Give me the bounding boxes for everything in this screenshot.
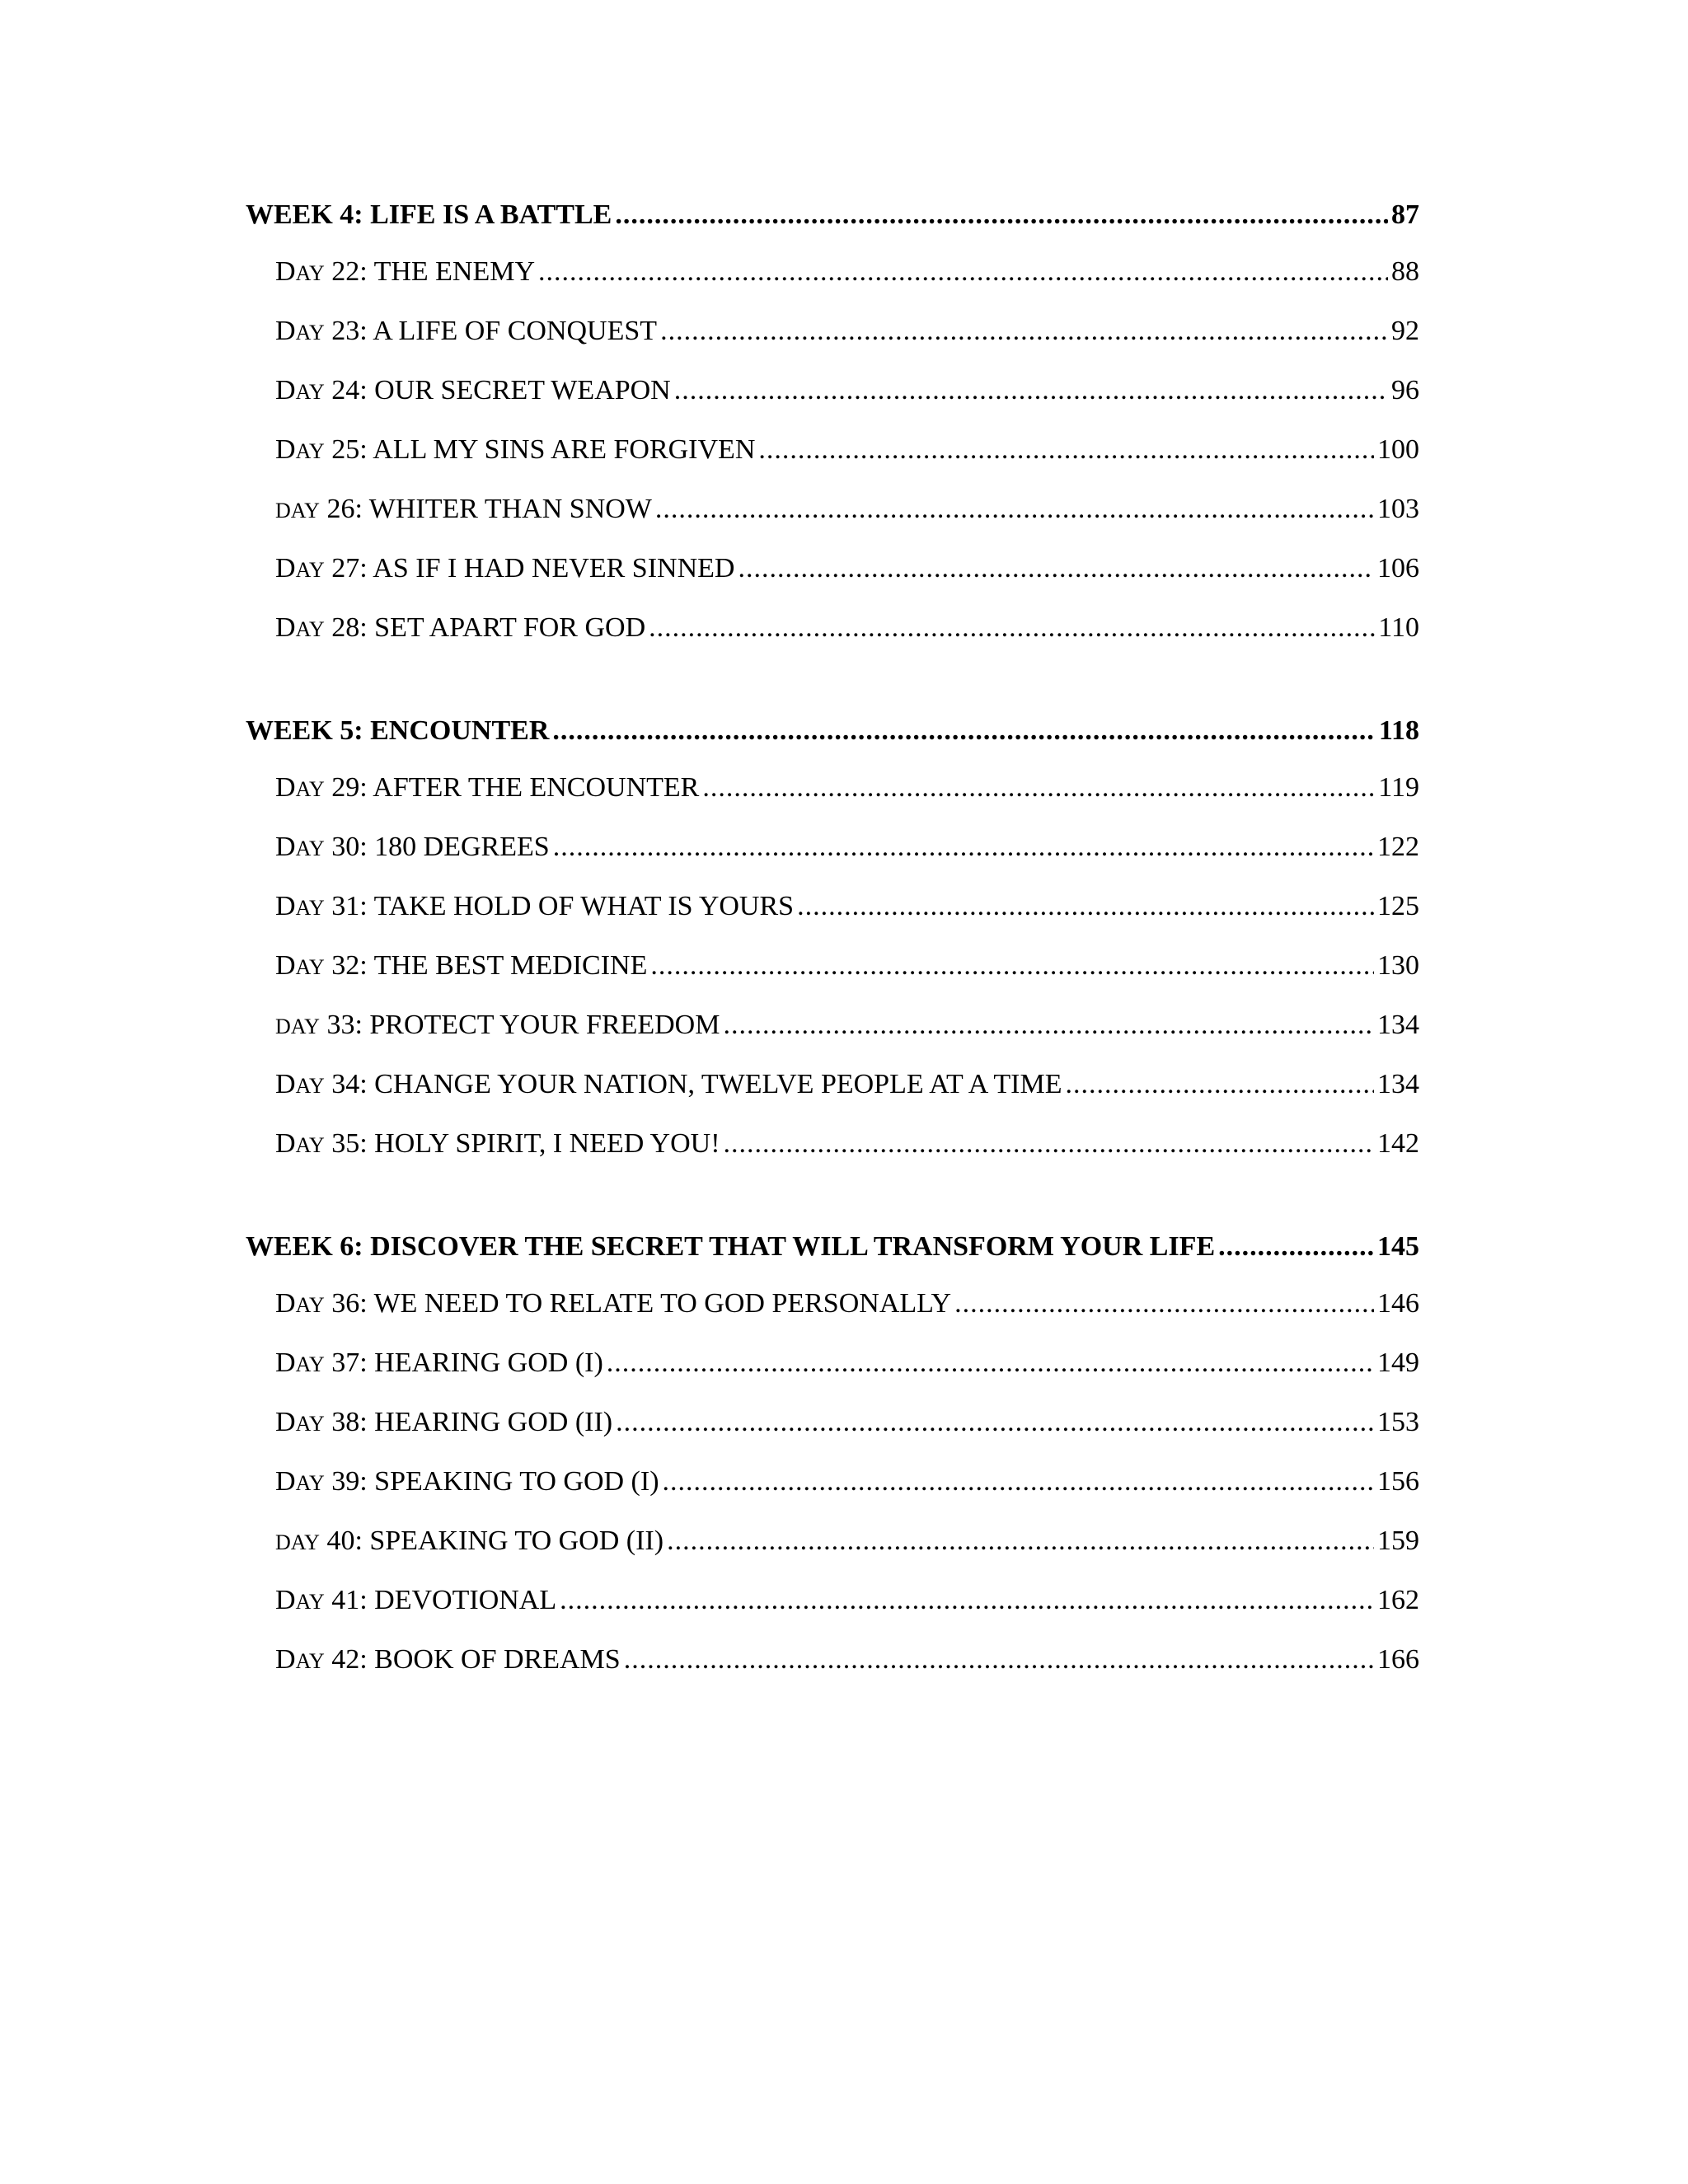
toc-entry (246, 420, 1419, 480)
toc-entry-page: 134 (1377, 1069, 1419, 1099)
toc-entry-text: 24: OUR SECRET WEAPON (324, 375, 671, 405)
toc-entry-text: 33: PROTECT YOUR FREEDOM (319, 1010, 720, 1040)
toc-entry-page: 149 (1377, 1347, 1419, 1378)
dot-leader (702, 758, 1375, 818)
toc-entry-title (275, 1511, 663, 1572)
day-prefix-small: AY (295, 558, 325, 582)
toc-section-week-6 (246, 1223, 1419, 1690)
toc-entry-title (275, 1393, 612, 1454)
toc-entry-title (275, 1055, 1062, 1116)
dot-leader (616, 1393, 1374, 1452)
toc-entry-page: 159 (1377, 1526, 1419, 1556)
day-prefix-cap: D (275, 1644, 296, 1675)
day-prefix-small: AY (295, 261, 325, 285)
toc-entry-page: 162 (1377, 1585, 1419, 1615)
toc-entry-text: 31: TAKE HOLD OF WHAT IS YOURS (324, 891, 795, 921)
day-prefix-cap: D (275, 612, 296, 643)
toc-entry (246, 1571, 1419, 1630)
dot-leader (560, 1571, 1374, 1630)
toc-entry-title (275, 242, 535, 303)
toc-entry-title (275, 480, 652, 541)
toc-entry-page: 96 (1391, 375, 1419, 405)
day-prefix-small: AY (295, 837, 325, 860)
day-prefix-small: AY (295, 1293, 325, 1317)
dot-leader (660, 302, 1388, 361)
day-prefix-small: DAY (275, 1015, 320, 1038)
day-prefix-cap: D (275, 1347, 296, 1378)
toc-entry-page: 130 (1377, 950, 1419, 981)
toc-heading (246, 191, 1419, 239)
toc-entry-text: 36: WE NEED TO RELATE TO GOD PERSONALLY (324, 1288, 952, 1319)
toc-entry (246, 242, 1419, 302)
day-prefix-small: AY (295, 955, 325, 979)
day-prefix-small: AY (295, 321, 325, 344)
toc-entry-title (275, 539, 734, 600)
toc-entry-title (275, 302, 657, 363)
day-prefix-small: AY (295, 1590, 325, 1614)
toc-entry (246, 539, 1419, 598)
toc-entry-text: 38: HEARING GOD (II) (324, 1407, 613, 1437)
toc-entry-page: 134 (1377, 1010, 1419, 1040)
day-prefix-cap: D (275, 553, 296, 583)
day-prefix-small: AY (295, 777, 325, 801)
toc-entry-text: 26: WHITER THAN SNOW (319, 494, 652, 524)
toc-entry-title (275, 1571, 556, 1632)
toc-entry (246, 1452, 1419, 1511)
toc-entry-text: 27: AS IF I HAD NEVER SINNED (324, 553, 735, 583)
toc-entry-title (275, 1630, 621, 1691)
day-prefix-small: AY (295, 896, 325, 920)
toc-entry-page: 153 (1377, 1407, 1419, 1437)
toc-entry-text: 39: SPEAKING TO GOD (I) (324, 1466, 659, 1497)
dot-leader (553, 818, 1374, 877)
toc-entry-text: 35: HOLY SPIRIT, I NEED YOU! (324, 1128, 720, 1159)
dot-leader (758, 420, 1374, 480)
day-prefix-cap: D (275, 256, 296, 287)
toc-entry-page: 142 (1377, 1128, 1419, 1159)
toc-entry-text: 41: DEVOTIONAL (324, 1585, 557, 1615)
toc-entry-title (275, 1333, 603, 1394)
toc-section-week-4 (246, 191, 1419, 658)
toc-entry-title (275, 420, 755, 481)
toc-entry (246, 1630, 1419, 1690)
dot-leader (650, 936, 1374, 996)
toc-entry-page: 119 (1378, 772, 1419, 803)
toc-heading (246, 707, 1419, 755)
toc-entry-title (275, 936, 647, 997)
toc-entry-page: 103 (1377, 494, 1419, 524)
table-of-contents (246, 191, 1419, 1739)
dot-leader (663, 1452, 1374, 1511)
day-prefix-cap: D (275, 772, 296, 803)
day-prefix-small: AY (295, 439, 325, 463)
day-prefix-small: AY (295, 1412, 325, 1436)
toc-entry-page: 146 (1377, 1288, 1419, 1319)
toc-entry (246, 1333, 1419, 1393)
day-prefix-small: AY (295, 1471, 325, 1495)
toc-entry-text: 23: A LIFE OF CONQUEST (324, 316, 658, 346)
toc-entry-page: 156 (1377, 1466, 1419, 1497)
day-prefix-cap: D (275, 950, 296, 981)
day-prefix-cap: D (275, 316, 296, 346)
day-prefix-cap: D (275, 1288, 296, 1319)
dot-leader (1218, 1223, 1374, 1271)
toc-entry-page: 122 (1377, 832, 1419, 862)
toc-entry (246, 1114, 1419, 1174)
toc-entry-page: 125 (1377, 891, 1419, 921)
toc-entry-title (275, 996, 720, 1057)
toc-entry (246, 818, 1419, 877)
toc-entry (246, 361, 1419, 420)
day-prefix-cap: D (275, 832, 296, 862)
dot-leader (723, 996, 1374, 1055)
dot-leader (738, 539, 1374, 598)
day-prefix-cap: D (275, 1069, 296, 1099)
dot-leader (624, 1630, 1374, 1690)
dot-leader (674, 361, 1388, 420)
toc-entry-text: 22: THE ENEMY (324, 256, 536, 287)
day-prefix-small: DAY (275, 1530, 320, 1554)
toc-entry-title (275, 1274, 951, 1335)
toc-entry-text: 29: AFTER THE ENCOUNTER (324, 772, 700, 803)
toc-entry-text: 42: BOOK OF DREAMS (324, 1644, 621, 1675)
toc-heading-title: WEEK 6: DISCOVER THE SECRET THAT WILL TRANSFORM YOUR LIFE (246, 1231, 1216, 1262)
toc-entry (246, 996, 1419, 1055)
dot-leader (538, 242, 1388, 302)
day-prefix-cap: D (275, 1585, 296, 1615)
toc-entry-page: 100 (1377, 434, 1419, 465)
day-prefix-small: AY (295, 1649, 325, 1673)
dot-leader (954, 1274, 1374, 1333)
toc-entry (246, 598, 1419, 658)
toc-entry (246, 1393, 1419, 1452)
toc-heading-page: 87 (1391, 199, 1419, 230)
toc-entry-title (275, 1114, 720, 1175)
day-prefix-small: AY (295, 1133, 325, 1157)
toc-entry (246, 480, 1419, 539)
toc-entry-title (275, 877, 794, 938)
toc-entry-title (275, 361, 671, 422)
day-prefix-small: AY (295, 380, 325, 404)
day-prefix-cap: D (275, 1407, 296, 1437)
dot-leader (667, 1511, 1374, 1571)
toc-entry-text: 32: THE BEST MEDICINE (324, 950, 648, 981)
day-prefix-cap: D (275, 434, 296, 465)
toc-entry (246, 758, 1419, 818)
day-prefix-small: DAY (275, 499, 320, 523)
dot-leader (655, 480, 1374, 539)
toc-entry-page: 92 (1391, 316, 1419, 346)
toc-entry-text: 28: SET APART FOR GOD (324, 612, 646, 643)
toc-entry-text: 34: CHANGE YOUR NATION, TWELVE PEOPLE AT A TIME (324, 1069, 1062, 1099)
toc-entry-page: 106 (1377, 553, 1419, 583)
toc-entry (246, 877, 1419, 936)
toc-entry-title (275, 818, 550, 879)
toc-section-week-5 (246, 707, 1419, 1174)
toc-entry-title (275, 598, 645, 659)
toc-entry (246, 1274, 1419, 1333)
toc-heading (246, 1223, 1419, 1271)
toc-entry-text: 40: SPEAKING TO GOD (II) (319, 1526, 664, 1556)
toc-heading-title: WEEK 4: LIFE IS A BATTLE (246, 199, 612, 230)
toc-entry (246, 1055, 1419, 1114)
dot-leader (649, 598, 1375, 658)
day-prefix-cap: D (275, 375, 296, 405)
toc-entry (246, 1511, 1419, 1571)
day-prefix-small: AY (295, 1352, 325, 1376)
toc-entry-title (275, 1452, 659, 1513)
toc-heading-title: WEEK 5: ENCOUNTER (246, 715, 550, 746)
dot-leader (615, 191, 1388, 239)
dot-leader (607, 1333, 1374, 1393)
toc-entry-page: 88 (1391, 256, 1419, 287)
toc-heading-page: 145 (1377, 1231, 1419, 1262)
toc-entry (246, 302, 1419, 361)
toc-entry-title (275, 758, 699, 819)
toc-entry-text: 25: ALL MY SINS ARE FORGIVEN (324, 434, 756, 465)
toc-entry-page: 166 (1377, 1644, 1419, 1675)
day-prefix-cap: D (275, 1128, 296, 1159)
toc-heading-page: 118 (1378, 715, 1419, 746)
day-prefix-cap: D (275, 1466, 296, 1497)
day-prefix-small: AY (295, 617, 325, 641)
dot-leader (797, 877, 1374, 936)
dot-leader (724, 1114, 1374, 1174)
dot-leader (1065, 1055, 1374, 1114)
toc-entry-page: 110 (1378, 612, 1419, 643)
toc-entry-text: 37: HEARING GOD (I) (324, 1347, 603, 1378)
day-prefix-small: AY (295, 1074, 325, 1098)
toc-entry-text: 30: 180 DEGREES (324, 832, 550, 862)
toc-entry (246, 936, 1419, 996)
day-prefix-cap: D (275, 891, 296, 921)
dot-leader (552, 707, 1376, 755)
